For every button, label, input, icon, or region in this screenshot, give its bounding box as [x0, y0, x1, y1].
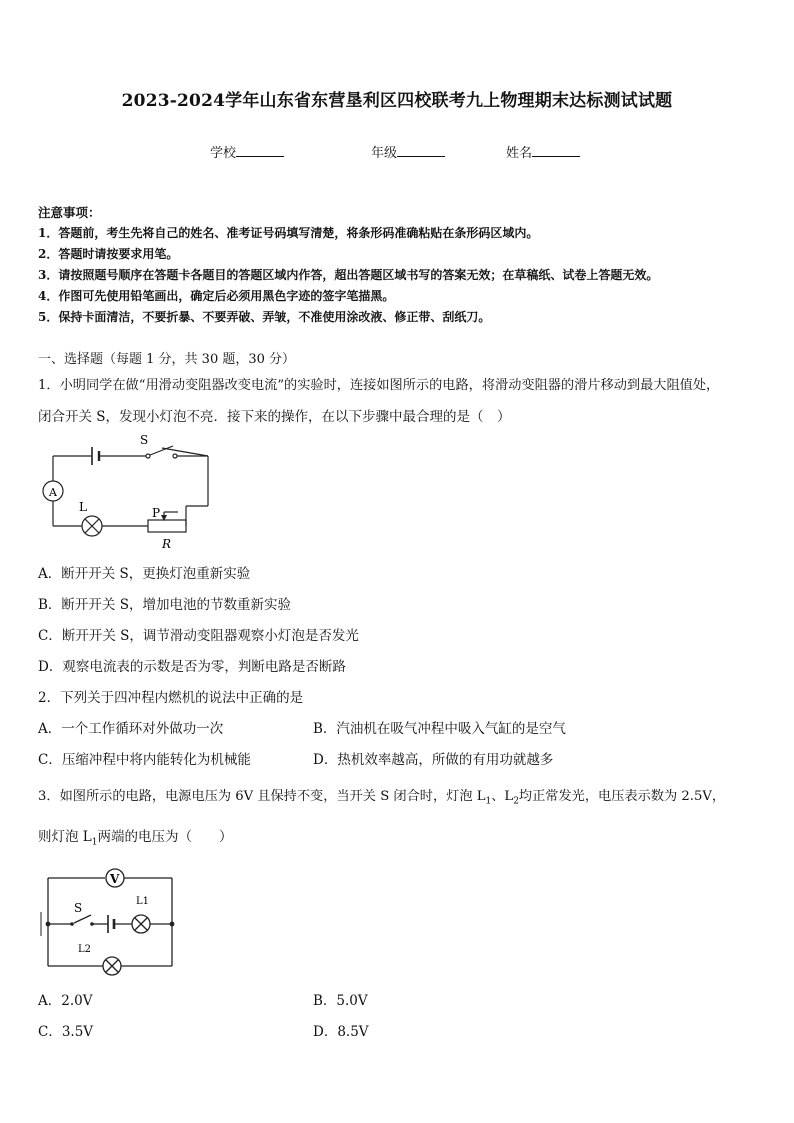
school-blank [236, 144, 284, 157]
q3-option-d: D．8.5V [313, 1024, 369, 1040]
q3-stem-line2-b: 两端的电压为（ ） [97, 829, 233, 845]
q3-sub2: 2 [513, 796, 519, 807]
q3-option-a: A．2.0V [38, 993, 93, 1009]
q2-option-a: A．一个工作循环对外做功一次 [38, 721, 224, 737]
q3-label-voltmeter: V [110, 872, 120, 886]
q2-option-b: B．汽油机在吸气冲程中吸入气缸的是空气 [313, 721, 566, 737]
note-item: 2．答题时请按要求用笔。 [38, 247, 179, 261]
name-blank [532, 144, 580, 157]
q1-stem-line1: 1．小明同学在做“用滑动变阻器改变电流”的实验时，连接如图所示的电路，将滑动变阻器的滑片移动到最大阻值处， [38, 378, 720, 393]
grade-blank [397, 144, 445, 157]
q1-label-switch: S [140, 433, 149, 447]
q3-sub1: 1 [485, 796, 492, 807]
q3-label-l2: L2 [78, 944, 92, 955]
page-title: 2023-2024学年山东省东营垦利区四校联考九上物理期末达标测试试题 [121, 91, 673, 111]
q1-label-lamp: L [79, 500, 87, 514]
q3-line2-sub: 1 [91, 837, 98, 848]
q3-circuit-diagram [36, 862, 182, 976]
note-item: 4．作图可先使用铅笔画出，确定后必须用黑色字迹的签字笔描黑。 [38, 289, 395, 303]
q3-stem-line1 [38, 785, 725, 807]
school-field [210, 142, 284, 161]
notes-heading: 注意事项： [38, 205, 101, 220]
q3-label-switch: S [74, 901, 83, 915]
name-field [506, 142, 580, 161]
grade-field [371, 142, 445, 161]
note-item: 1．答题前，考生先将自己的姓名、准考证号码填写清楚，将条形码准确粘贴在条形码区域内。 [38, 226, 539, 240]
q3-stem-line2 [38, 825, 233, 848]
q2-stem: 2．下列关于四冲程内燃机的说法中正确的是 [38, 690, 304, 706]
section-heading: 一、选择题（每题 1 分，共 30 题，30 分） [38, 352, 296, 367]
note-item: 5．保持卡面清洁，不要折暴、不要弄破、弄皱，不准使用涂改液、修正带、刮纸刀。 [38, 310, 491, 324]
q3-label-l1: L1 [136, 896, 150, 907]
q1-label-ammeter: A [49, 486, 57, 499]
name-label: 姓名 [506, 146, 533, 161]
q1-circuit-diagram [38, 432, 216, 554]
q1-option-a: A．断开开关 S，更换灯泡重新实验 [38, 566, 251, 582]
q1-stem-line2: 闭合开关 S，发现小灯泡不亮．接下来的操作，在以下步骤中最合理的是（ ） [38, 409, 511, 425]
q3-stem-part1: 3．如图所示的电路，电源电压为 6V 且保持不变，当开关 S 闭合时，灯泡 L [38, 789, 486, 804]
q1-label-rheostat: R [162, 537, 172, 551]
q2-option-c: C．压缩冲程中将内能转化为机械能 [38, 752, 251, 768]
q3-stem-line2-a: 则灯泡 L [38, 829, 92, 845]
q1-option-b: B．断开开关 S，增加电池的节数重新实验 [38, 597, 291, 613]
q3-stem-part2: 均正常发光，电压表示数为 2.5V， [518, 789, 726, 804]
q2-option-d: D．热机效率越高，所做的有用功就越多 [313, 752, 554, 768]
q1-option-d: D．观察电流表的示数是否为零，判断电路是否断路 [38, 659, 346, 675]
q1-option-c: C．断开开关 S，调节滑动变阻器观察小灯泡是否发光 [38, 628, 359, 644]
q1-label-slider: P [152, 506, 161, 520]
q3-option-b: B．5.0V [313, 993, 368, 1009]
note-item: 3．请按照题号顺序在答题卡各题目的答题区域内作答，超出答题区域书写的答案无效；在草稿纸、试卷上答题无效。 [38, 268, 659, 282]
grade-label: 年级 [371, 146, 398, 161]
q3-stem-sep: 、L [491, 789, 514, 804]
school-label: 学校 [210, 146, 237, 161]
q3-option-c: C．3.5V [38, 1024, 94, 1040]
